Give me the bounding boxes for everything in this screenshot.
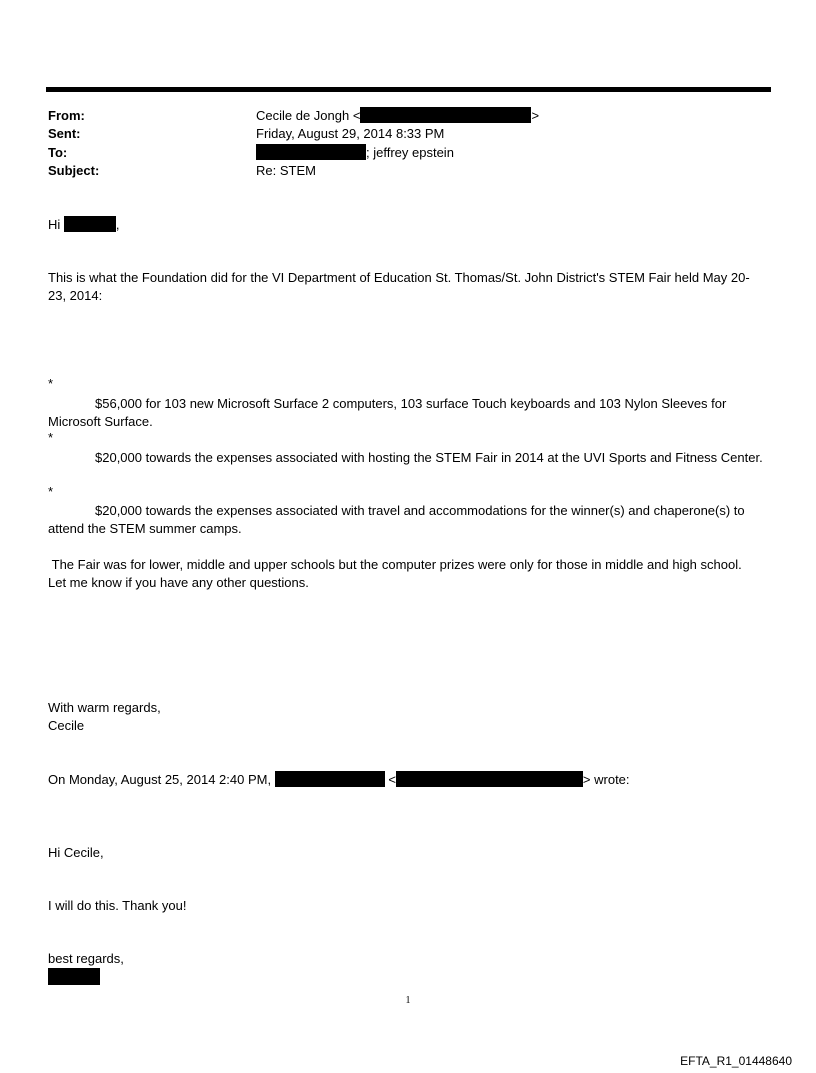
closing-paragraph: The Fair was for lower, middle and upper schools but the computer prizes were only for those in middle and high school. Let me know if you have any other questions. — [48, 557, 749, 590]
quoted-signoff: best regards, — [48, 951, 124, 966]
bullet-marker: * — [48, 484, 54, 499]
redaction-box — [48, 968, 100, 985]
sent-value: Friday, August 29, 2014 8:33 PM — [256, 126, 445, 141]
intro-paragraph: This is what the Foundation did for the VI Department of Education St. Thomas/St. John District's STEM Fair held May 20-23, 2014: — [48, 270, 750, 303]
redaction-box — [360, 107, 531, 123]
bullet-marker: * — [48, 430, 54, 445]
bullet-item: $20,000 towards the expenses associated with travel and accommodations for the winner(s) and chaperone(s) to attend the STEM summer camps. — [48, 503, 745, 536]
signature: Cecile — [48, 718, 85, 733]
attribution-start: On Monday, August 25, 2014 2:40 PM, — [48, 772, 272, 787]
sent-label: Sent: — [48, 126, 81, 141]
quoted-greeting: Hi Cecile, — [48, 845, 104, 860]
header-rule — [46, 87, 771, 92]
greeting-comma: , — [115, 217, 120, 232]
attribution-end: > wrote: — [582, 772, 630, 787]
redaction-box — [275, 771, 385, 787]
to-text: ; jeffrey epstein — [366, 145, 454, 160]
from-name: Cecile de Jongh < — [256, 108, 361, 123]
bullet-item: $20,000 towards the expenses associated with hosting the STEM Fair in 2014 at the UVI Sports and Fitness Center. — [95, 450, 763, 465]
bullet-marker: * — [48, 376, 54, 391]
subject-value: Re: STEM — [256, 163, 316, 178]
bates-number: EFTA_R1_01448640 — [680, 1054, 792, 1068]
subject-label: Subject: — [48, 163, 100, 178]
from-label: From: — [48, 108, 85, 123]
to-label: To: — [48, 145, 68, 160]
redaction-box — [64, 216, 116, 232]
quoted-message: I will do this. Thank you! — [48, 898, 187, 913]
to-value — [256, 144, 454, 162]
page-number: 1 — [405, 995, 411, 1006]
from-close: > — [531, 108, 540, 123]
bullet-item: $56,000 for 103 new Microsoft Surface 2 computers, 103 surface Touch keyboards and 103 Nylon Sleeves for Microsoft Surface. — [48, 396, 727, 429]
greeting-text: Hi — [48, 217, 61, 232]
redaction-box — [256, 144, 366, 160]
quoted-attribution — [48, 771, 630, 789]
redaction-box — [396, 771, 583, 787]
attribution-lt: < — [388, 772, 396, 787]
signoff: With warm regards, — [48, 700, 161, 715]
from-value — [256, 107, 539, 125]
greeting — [48, 216, 120, 234]
